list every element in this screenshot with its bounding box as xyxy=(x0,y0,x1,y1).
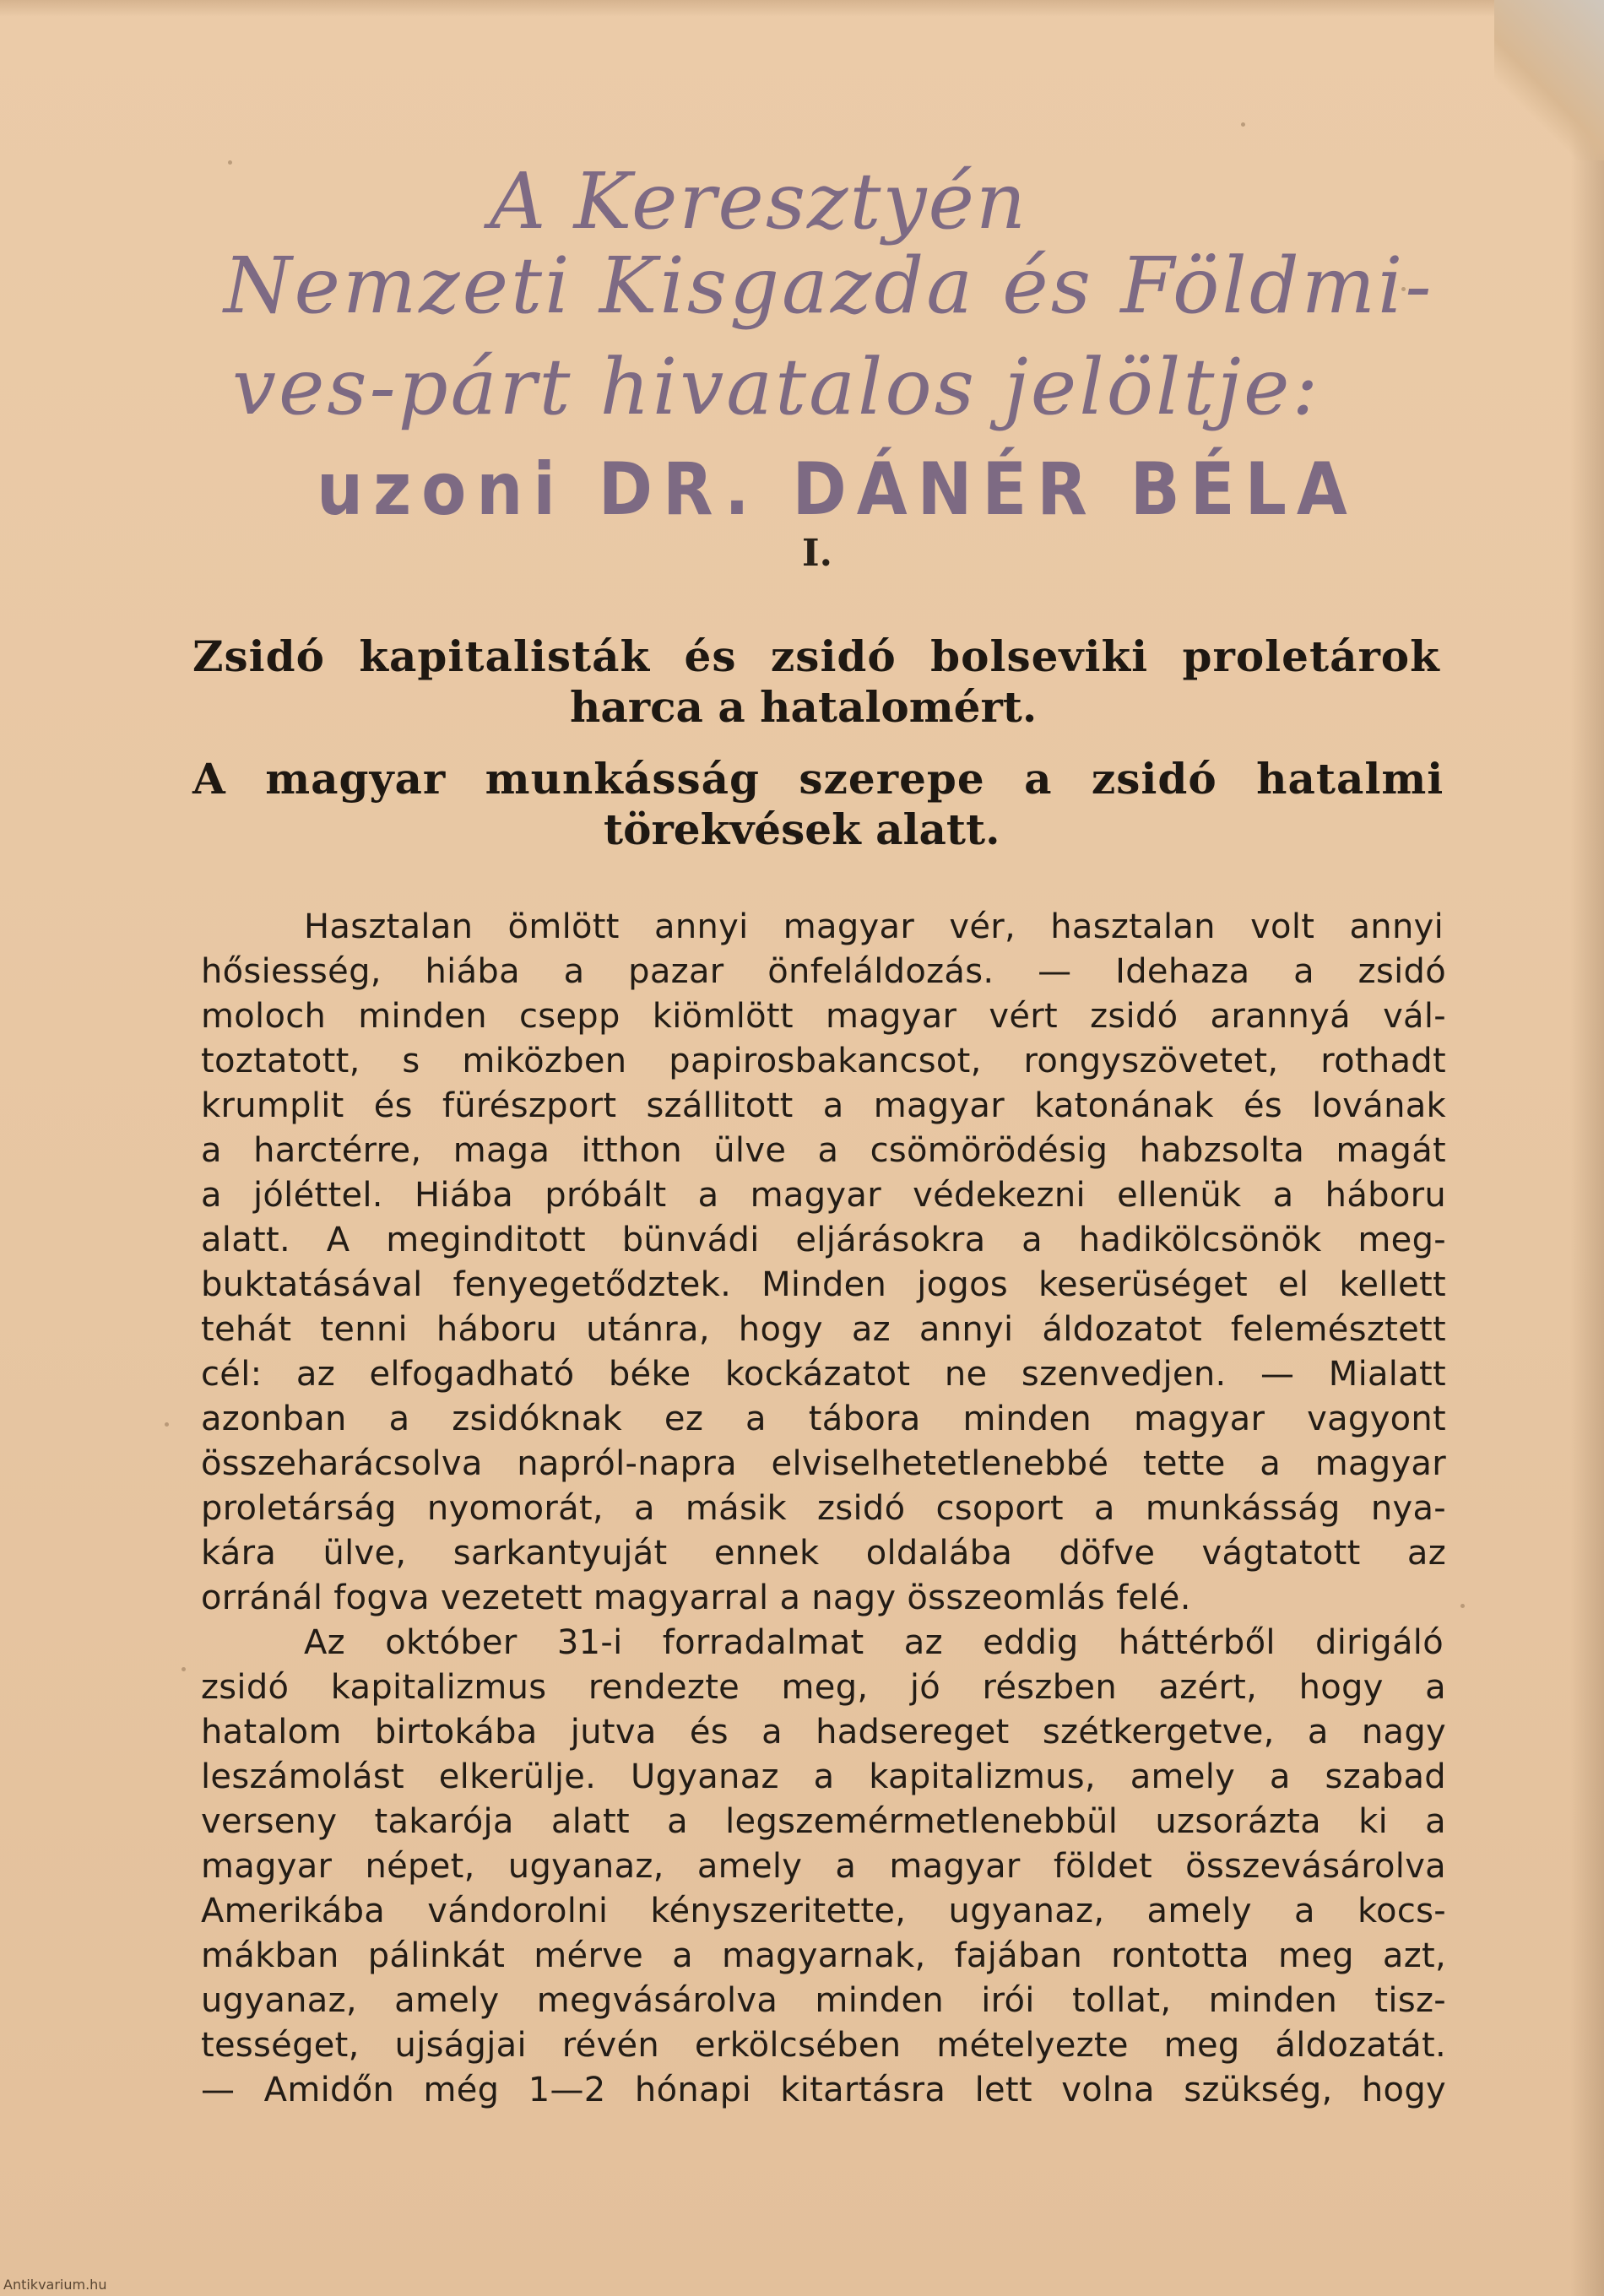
text-line: összeharácsolva napról-napra elviselhetetlenebbé tette a magyar xyxy=(201,1444,1446,1483)
paper-speck xyxy=(1241,122,1245,127)
text-line: buktatásával fenyegetődztek. Minden jogos keserüséget el kellett xyxy=(201,1265,1446,1304)
text-line: Hasztalan ömlött annyi magyar vér, hasztalan volt annyi xyxy=(304,907,1444,946)
stamp-line-1: A Keresztyén xyxy=(490,156,1028,246)
paper-speck xyxy=(165,1422,169,1427)
heading-line-4: törekvések alatt. xyxy=(604,804,1000,854)
text-line: a jóléttel. Hiába próbált a magyar védekezni ellenük a háboru xyxy=(201,1176,1446,1215)
text-line: a harctérre, maga itthon ülve a csömörödésig habzsolta magát xyxy=(201,1131,1446,1170)
text-line: ugyanaz, amely megvásárolva minden irói tollat, minden tisz- xyxy=(201,1981,1446,2020)
text-line: magyar népet, ugyanaz, amely a magyar földet összevásárolva xyxy=(201,1847,1446,1886)
heading-line-1: Zsidó kapitalisták és zsidó bolseviki proletárok xyxy=(192,631,1440,681)
text-line: alatt. A meginditott bünvádi eljárásokra a hadikölcsönök meg- xyxy=(201,1221,1446,1259)
text-line: — Amidőn még 1—2 hónapi kitartásra lett volna szükség, hogy xyxy=(201,2071,1446,2109)
text-line: cél: az elfogadható béke kockázatot ne szenvedjen. — Mialatt xyxy=(201,1355,1446,1394)
text-line: hősiesség, hiába a pazar önfeláldozás. — Idehaza a zsidó xyxy=(201,952,1446,991)
text-line: tehát tenni háboru utánra, hogy az annyi áldozatot felemésztett xyxy=(201,1310,1446,1349)
text-line: orránál fogva vezetett magyarral a nagy összeomlás felé. xyxy=(201,1578,1191,1617)
text-line: mákban pálinkát mérve a magyarnak, fajában rontotta meg azt, xyxy=(201,1936,1446,1975)
text-line: proletárság nyomorát, a másik zsidó csoport a munkásság nya- xyxy=(201,1489,1446,1528)
text-line: tességet, ujságjai révén erkölcsében mételyezte meg áldozatát. xyxy=(201,2026,1446,2065)
paper-speck xyxy=(228,160,232,165)
paper-speck xyxy=(182,1667,186,1671)
text-line: toztatott, s miközben papirosbakancsot, rongyszövetet, rothadt xyxy=(201,1042,1446,1080)
stamp-candidate-name: uzoni DR. DÁNÉR BÉLA xyxy=(317,447,1357,532)
watermark: Antikvarium.hu xyxy=(3,2277,107,2293)
paper-corner-wear xyxy=(1494,0,1604,160)
text-line: kára ülve, sarkantyuját ennek oldalába döfve vágtatott az xyxy=(201,1534,1446,1573)
paper-top-shadow xyxy=(0,0,1604,17)
text-line: krumplit és fürészport szállitott a magyar katonának és lovának xyxy=(201,1086,1446,1125)
paper-speck xyxy=(1460,1604,1465,1608)
text-line: Amerikába vándorolni kényszeritette, ugyanaz, amely a kocs- xyxy=(201,1892,1446,1930)
text-line: Az október 31-i forradalmat az eddig háttérből dirigáló xyxy=(304,1623,1444,1662)
text-line: moloch minden csepp kiömlött magyar vért zsidó arannyá vál- xyxy=(201,997,1446,1036)
paper-right-shadow xyxy=(1570,0,1604,2296)
text-line: zsidó kapitalizmus rendezte meg, jó részben azért, hogy a xyxy=(201,1668,1446,1707)
text-line: leszámolást elkerülje. Ugyanaz a kapitalizmus, amely a szabad xyxy=(201,1757,1446,1796)
text-line: azonban a zsidóknak ez a tábora minden magyar vagyont xyxy=(201,1400,1446,1438)
stamp-line-2: Nemzeti Kisgazda és Földmi- xyxy=(224,241,1434,331)
text-line: hatalom birtokába jutva és a hadsereget szétkergetve, a nagy xyxy=(201,1713,1446,1752)
stamp-line-3: ves-párt hivatalos jelöltje: xyxy=(232,342,1321,432)
heading-line-2: harca a hatalomért. xyxy=(570,682,1038,732)
text-line: verseny takarója alatt a legszemérmetlenebbül uzsorázta ki a xyxy=(201,1802,1446,1841)
heading-line-3: A magyar munkásság szerepe a zsidó hatalmi xyxy=(192,754,1444,804)
section-number: I. xyxy=(802,532,832,575)
